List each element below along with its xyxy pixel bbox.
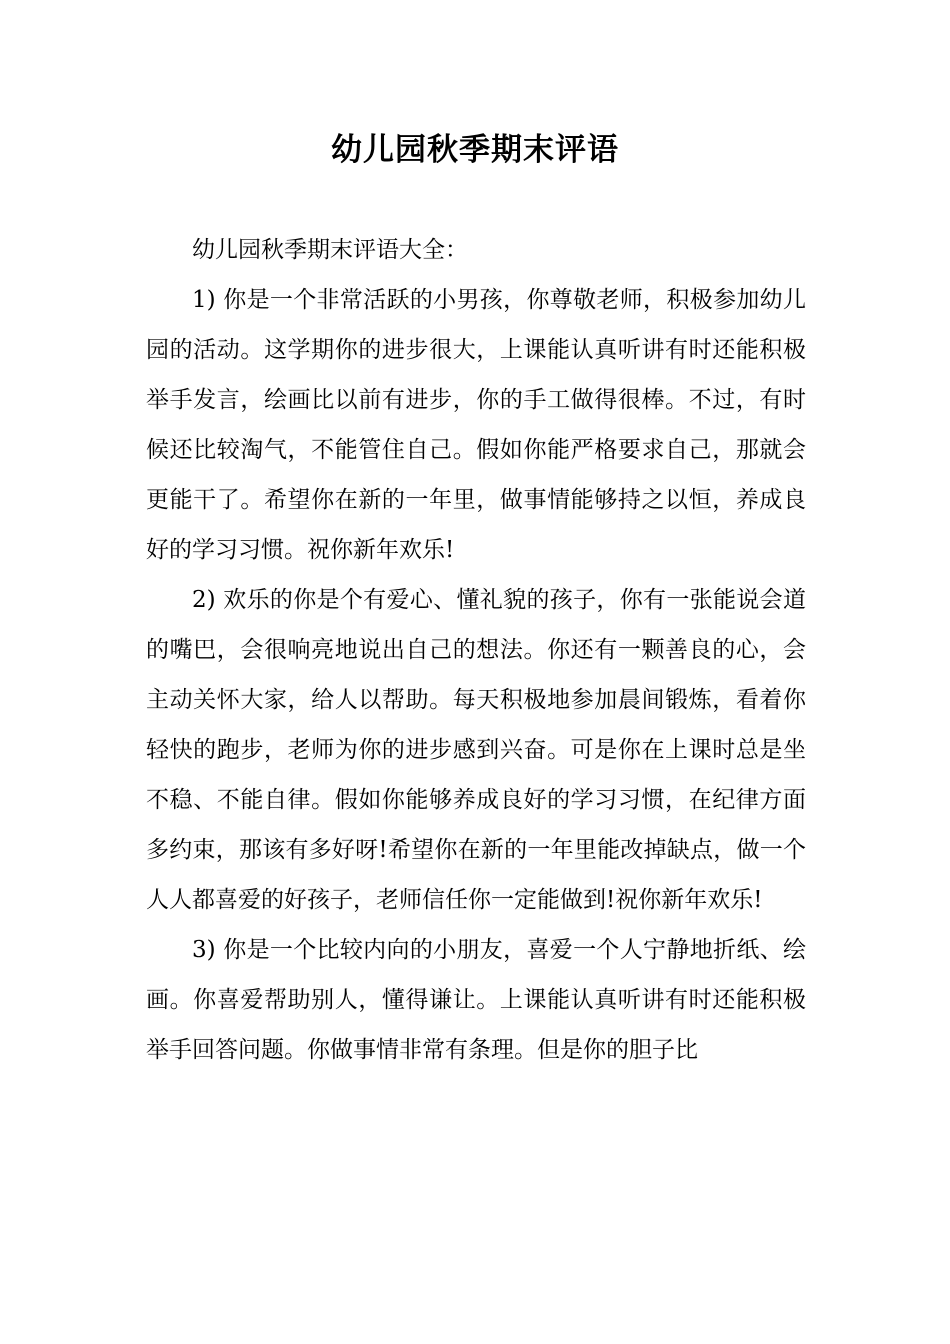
paragraph-comment-3: 3) 你是一个比较内向的小朋友，喜爱一个人宁静地折纸、绘画。你喜爱帮助别人，懂得谦让。上课能认真听讲有时还能积极举手回答问题。你做事情非常有条理。但是你的胆子比 xyxy=(146,937,806,1063)
paragraph-comment-2: 2) 欢乐的你是个有爱心、懂礼貌的孩子，你有一张能说会道的嘴巴，会很响亮地说出自己的想法。你还有一颗善良的心，会主动关怀大家，给人以帮助。每天积极地参加晨间锻炼，看着你轻快的跑步，老师为你的进步感到兴奋。可是你在上课时总是坐不稳、不能自律。假如你能够养成良好的学习习惯，在纪律方面多约束，那该有多好呀!希望你在新的一年里能改掉缺点，做一个人人都喜爱的好孩子，老师信任你一定能做到!祝你新年欢乐! xyxy=(146,587,806,913)
paragraph-comment-1: 1) 你是一个非常活跃的小男孩，你尊敬老师，积极参加幼儿园的活动。这学期你的进步很大，上课能认真听讲有时还能积极举手发言，绘画比以前有进步，你的手工做得很棒。不过，有时候还比较淘气，不能管住自己。假如你能严格要求自己，那就会更能干了。希望你在新的一年里，做事情能够持之以恒，养成良好的学习习惯。祝你新年欢乐! xyxy=(146,287,806,563)
paragraph-intro: 幼儿园秋季期末评语大全： xyxy=(192,237,468,263)
document-body xyxy=(146,225,806,1075)
document-title: 幼儿园秋季期末评语 xyxy=(331,132,619,168)
